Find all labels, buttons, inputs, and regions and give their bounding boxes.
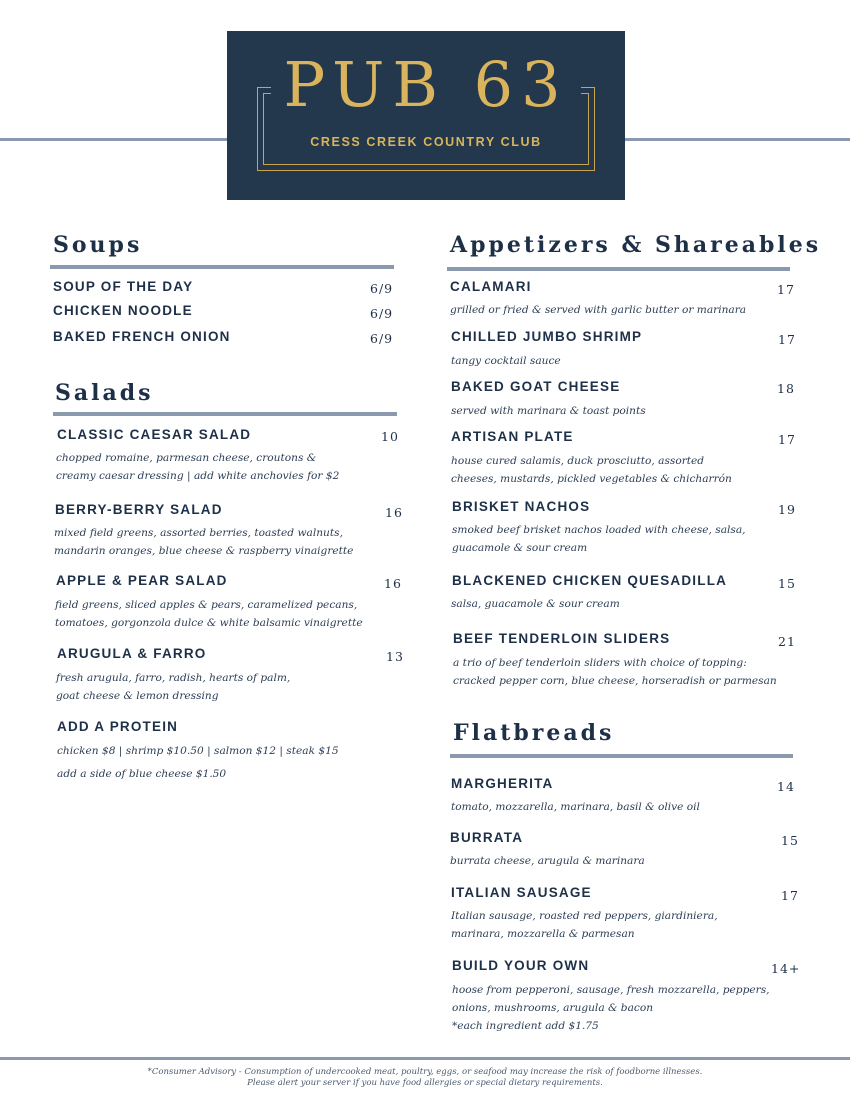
appetizer-name: CHILLED JUMBO SHRIMP [451, 329, 643, 344]
appetizer-description: tangy cocktail sauce [451, 355, 561, 367]
flatbread-description: hoose from pepperoni, sausage, fresh mozzarella, peppers, onions, mushrooms, arugula & bacon *each ingredient add $1.75 [452, 984, 770, 1032]
flatbread-name: BURRATA [450, 830, 524, 845]
flatbread-description: Italian sausage, roasted red peppers, giardiniera, marinara, mozzarella & parmesan [451, 910, 718, 940]
appetizer-name: BLACKENED CHICKEN QUESADILLA [452, 573, 728, 588]
appetizer-name: BAKED GOAT CHEESE [451, 379, 621, 394]
salad-description: mixed field greens, assorted berries, toasted walnuts, mandarin oranges, blue cheese & raspberry vinaigrette [54, 527, 354, 557]
appetizer-price: 18 [777, 381, 795, 396]
appetizer-name: ARTISAN PLATE [451, 429, 574, 444]
salad-price: 10 [381, 429, 399, 444]
salad-description: fresh arugula, farro, radish, hearts of palm, goat cheese & lemon dressing [56, 672, 291, 702]
salad-name: BERRY-BERRY SALAD [55, 502, 223, 517]
flatbread-name: BUILD YOUR OWN [452, 958, 590, 973]
logo [227, 31, 625, 200]
salad-price: 16 [385, 505, 403, 520]
salads-heading: Salads [55, 380, 154, 406]
soup-price: 6/9 [370, 331, 394, 346]
flatbread-description: burrata cheese, arugula & marinara [450, 855, 645, 867]
appetizer-price: 17 [778, 332, 796, 347]
soups-rule [50, 265, 394, 269]
flatbread-price: 14+ [771, 961, 801, 976]
soup-name: SOUP OF THE DAY [53, 279, 194, 294]
salad-description: chopped romaine, parmesan cheese, croutons & creamy caesar dressing | add white anchovies for $2 [56, 452, 340, 482]
appetizer-price: 15 [778, 576, 796, 591]
appetizer-description: salsa, guacamole & sour cream [451, 598, 620, 610]
logo-title: PUB 63 [227, 49, 625, 121]
salad-name: APPLE & PEAR SALAD [56, 573, 228, 588]
appetizer-price: 19 [778, 502, 796, 517]
add-protein-options: chicken $8 | shrimp $10.50 | salmon $12 | steak $15 [57, 745, 339, 757]
flatbread-name: MARGHERITA [451, 776, 554, 791]
flatbread-price: 15 [781, 833, 799, 848]
appetizer-name: BRISKET NACHOS [452, 499, 591, 514]
flatbread-price: 14 [777, 779, 795, 794]
salad-name: ARUGULA & FARRO [57, 646, 207, 661]
flatbreads-heading: Flatbreads [453, 720, 615, 746]
add-protein-title: ADD A PROTEIN [57, 719, 179, 734]
soup-name: BAKED FRENCH ONION [53, 329, 231, 344]
appetizers-heading: Appetizers & Shareables [450, 232, 822, 258]
salads-rule [53, 412, 397, 416]
logo-subtitle: CRESS CREEK COUNTRY CLUB [310, 135, 542, 149]
appetizer-price: 17 [778, 432, 796, 447]
flatbread-name: ITALIAN SAUSAGE [451, 885, 592, 900]
footer-rule [0, 1057, 850, 1060]
appetizer-description: house cured salamis, duck prosciutto, assorted cheeses, mustards, pickled vegetables & chicharrón [451, 455, 732, 485]
flatbreads-rule [450, 754, 793, 758]
add-blue-cheese: add a side of blue cheese $1.50 [57, 768, 227, 780]
appetizer-description: grilled or fried & served with garlic butter or marinara [450, 304, 747, 316]
header-line-right [625, 138, 850, 141]
appetizer-description: a trio of beef tenderloin sliders with choice of topping: cracked pepper corn, blue cheese, horseradish or parmesan [453, 657, 777, 687]
soup-name: CHICKEN NOODLE [53, 303, 193, 318]
salad-price: 16 [384, 576, 402, 591]
soups-heading: Soups [53, 232, 143, 258]
appetizer-price: 17 [777, 282, 795, 297]
appetizer-price: 21 [778, 634, 796, 649]
flatbread-description: tomato, mozzarella, marinara, basil & olive oil [451, 801, 700, 813]
appetizer-description: served with marinara & toast points [451, 405, 646, 417]
appetizers-rule [447, 267, 790, 271]
salad-price: 13 [386, 649, 404, 664]
soup-price: 6/9 [370, 306, 394, 321]
appetizer-name: BEEF TENDERLOIN SLIDERS [453, 631, 671, 646]
header-line-left [0, 138, 227, 141]
consumer-advisory: *Consumer Advisory - Consumption of undercooked meat, poultry, eggs, or seafood may increase the risk of foodborne illnesses. Please alert your server if you have food allergies or special dietary requirements. [147, 1067, 703, 1088]
salad-description: field greens, sliced apples & pears, caramelized pecans, tomatoes, gorgonzola dulce & white balsamic vinaigrette [55, 599, 363, 629]
appetizer-description: smoked beef brisket nachos loaded with cheese, salsa, guacamole & sour cream [452, 524, 746, 554]
appetizer-name: CALAMARI [450, 279, 532, 294]
soup-price: 6/9 [370, 281, 394, 296]
salad-name: CLASSIC CAESAR SALAD [57, 427, 252, 442]
flatbread-price: 17 [781, 888, 799, 903]
